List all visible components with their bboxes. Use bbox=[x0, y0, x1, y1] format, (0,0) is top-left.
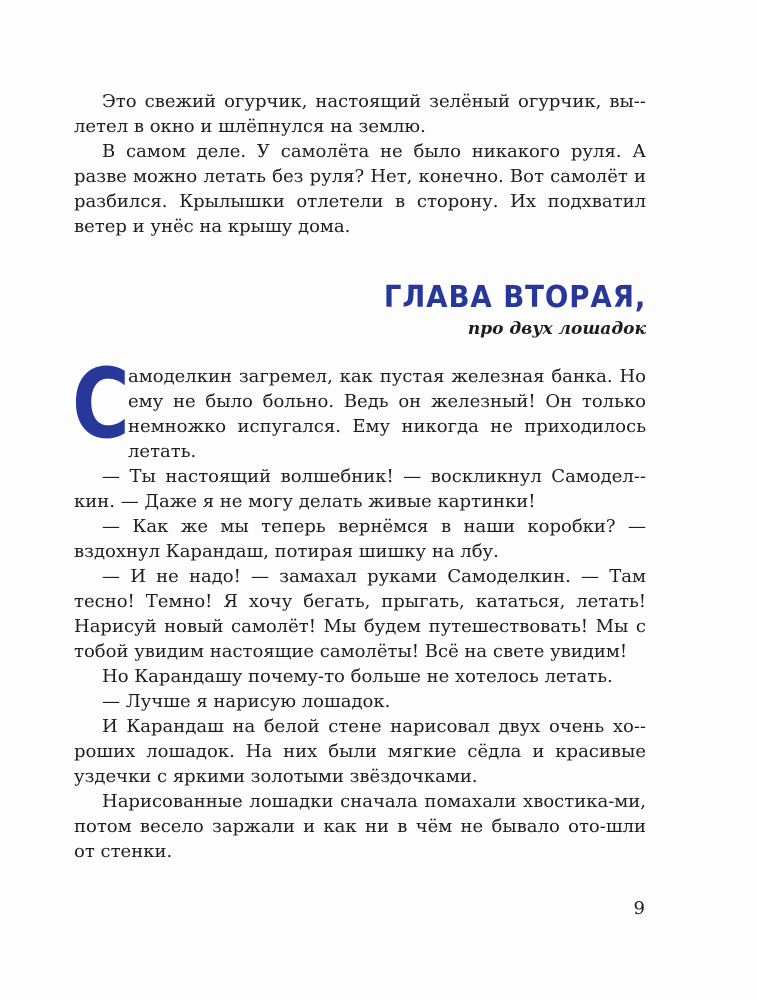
paragraph: — Лучше я нарисую лошадок. bbox=[102, 691, 391, 712]
drop-cap: С bbox=[72, 348, 130, 460]
paragraph: Но Карандашу почему-то больше не хотелось летать. bbox=[102, 666, 613, 687]
chapter-title: ГЛАВА ВТОРАЯ, bbox=[383, 280, 646, 315]
top-text-block bbox=[74, 89, 646, 239]
chapter-subtitle: про двух лошадок bbox=[467, 319, 646, 339]
chapter-text-block bbox=[72, 348, 646, 864]
page-number: 9 bbox=[633, 898, 645, 919]
opening-paragraph-text: амоделкин загремел, как пустая железная банка. Но ему не было больно. Ведь он железный! Он только немножко испугался. Ему никогда не приходилось летать. bbox=[128, 366, 646, 462]
paragraph: — И не надо! — замахал руками Самоделкин. — Там тесно! Темно! Я хочу бегать, прыгать, кататься, летать! Нарисуй новый самолёт! Мы будем путешествовать! Мы с тобой увидим настоящие самолёты! Всё на свете увидим! bbox=[74, 566, 646, 662]
paragraph: И Карандаш на белой стене нарисовал двух очень хо-роших лошадок. На них были мягкие сёдла и красивые уздечки с яркими золотыми звёздочками. bbox=[74, 716, 646, 787]
paragraph: Нарисованные лошадки сначала помахали хвостика-ми, потом весело заржали и как ни в чём не бывало ото-шли от стенки. bbox=[74, 791, 646, 862]
paragraph: Это свежий огурчик, настоящий зелёный огурчик, вы-летел в окно и шлёпнулся на землю. bbox=[74, 91, 646, 137]
opening-paragraph bbox=[72, 348, 646, 464]
chapter-heading bbox=[361, 280, 646, 340]
paragraph: — Ты настоящий волшебник! — воскликнул Самодел-кин. — Даже я не могу делать живые картинки! bbox=[74, 466, 646, 512]
paragraph: В самом деле. У самолёта не было никакого руля. А разве можно летать без руля? Нет, конечно. Вот самолёт и разбился. Крылышки отлетели в сторону. Их подхватил ветер и унёс на крышу дома. bbox=[74, 141, 646, 237]
paragraph: — Как же мы теперь вернёмся в наши коробки? — вздохнул Карандаш, потирая шишку на лбу. bbox=[74, 516, 646, 562]
